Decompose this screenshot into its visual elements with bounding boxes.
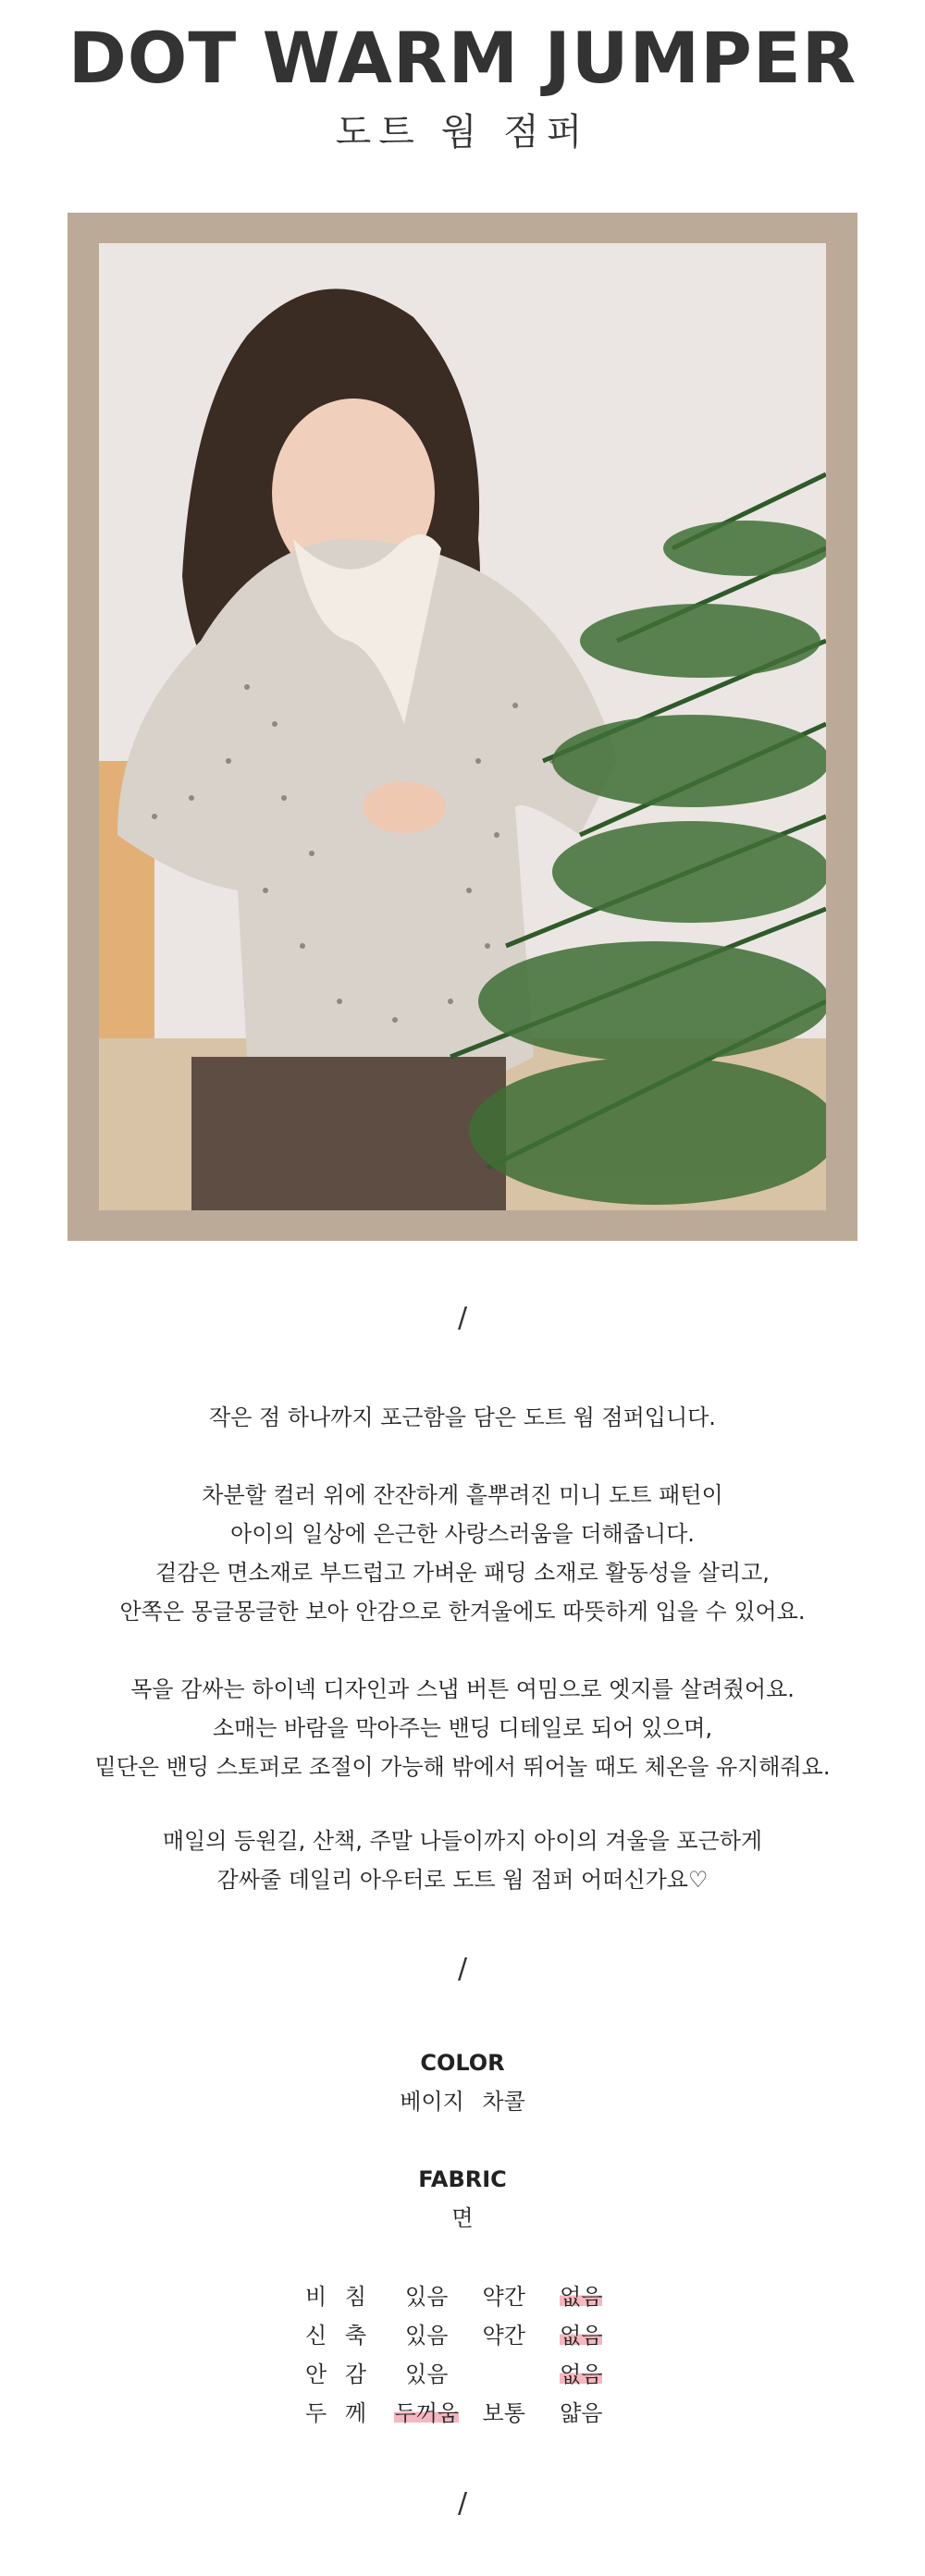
attribute-option-selected: 없음 bbox=[560, 2283, 603, 2310]
description-block-1 bbox=[0, 1476, 925, 1631]
text-line: 밑단은 밴딩 스토퍼로 조절이 가능해 밖에서 뛰어놀 때도 체온을 유지해줘요. bbox=[94, 1754, 831, 1780]
attribute-option: 있음 bbox=[405, 2283, 449, 2310]
description-block-3 bbox=[0, 1822, 925, 1899]
description-intro bbox=[0, 1398, 925, 1437]
page-title: DOT WARM JUMPER bbox=[68, 17, 857, 99]
fabric-label: FABRIC bbox=[418, 2166, 507, 2192]
attribute-option: 있음 bbox=[405, 2361, 449, 2387]
attribute-row-stretch bbox=[305, 2313, 620, 2352]
attribute-option: 약간 bbox=[482, 2322, 525, 2349]
color-option: 베이지 bbox=[400, 2089, 464, 2115]
attribute-option: 얇음 bbox=[560, 2399, 603, 2426]
attribute-row-transparency bbox=[305, 2275, 620, 2313]
text-line: 안쪽은 몽글몽글한 보아 안감으로 한겨울에도 따뜻하게 입을 수 있어요. bbox=[119, 1599, 806, 1625]
attribute-row-thickness bbox=[305, 2391, 620, 2430]
attribute-name: 두 께 bbox=[305, 2399, 372, 2426]
section-divider: / bbox=[457, 1953, 468, 1985]
photo-frame bbox=[68, 213, 857, 1241]
color-option: 차콜 bbox=[482, 2089, 525, 2115]
text-line: 매일의 등원길, 산책, 주말 나들이까지 아이의 겨울을 포근하게 bbox=[162, 1828, 763, 1854]
text-line: 차분할 컬러 위에 잔잔하게 흩뿌려진 미니 도트 패턴이 bbox=[202, 1482, 723, 1508]
attribute-option-selected: 두꺼움 bbox=[394, 2399, 459, 2426]
attribute-option: 약간 bbox=[482, 2283, 525, 2310]
text-line: 감싸줄 데일리 아우터로 도트 웜 점퍼 어떠신가요♡ bbox=[216, 1867, 709, 1893]
product-photo-illustration bbox=[99, 243, 826, 1210]
text-line: 목을 감싸는 하이넥 디자인과 스냅 버튼 여밈으로 엣지를 살려줬어요. bbox=[130, 1676, 795, 1702]
section-divider: / bbox=[457, 2487, 468, 2520]
attribute-option: 보통 bbox=[482, 2399, 525, 2426]
attribute-row-lining bbox=[305, 2352, 620, 2391]
product-photo bbox=[99, 243, 826, 1210]
attribute-table bbox=[305, 2275, 620, 2430]
attribute-option-selected: 없음 bbox=[560, 2322, 603, 2349]
page-subtitle: 도트 웜 점퍼 bbox=[335, 111, 590, 153]
intro-line: 작은 점 하나까지 포근함을 담은 도트 웜 점퍼입니다. bbox=[209, 1405, 716, 1430]
attribute-name: 비 침 bbox=[305, 2283, 372, 2310]
attribute-option-selected: 없음 bbox=[560, 2361, 603, 2387]
text-line: 아이의 일상에 은근한 사랑스러움을 더해줍니다. bbox=[230, 1521, 695, 1547]
text-line: 소매는 바람을 막아주는 밴딩 디테일로 되어 있으며, bbox=[212, 1715, 713, 1741]
description-block-2 bbox=[0, 1670, 925, 1786]
attribute-name: 안 감 bbox=[305, 2361, 372, 2387]
fabric-value: 면 bbox=[451, 2205, 474, 2231]
attribute-option: 있음 bbox=[405, 2322, 449, 2349]
section-divider: / bbox=[457, 1302, 468, 1334]
color-values bbox=[0, 2088, 925, 2116]
attribute-name: 신 축 bbox=[305, 2322, 372, 2349]
text-line: 겉감은 면소재로 부드럽고 가벼운 패딩 소재로 활동성을 살리고, bbox=[155, 1560, 770, 1586]
color-label: COLOR bbox=[420, 2050, 505, 2076]
